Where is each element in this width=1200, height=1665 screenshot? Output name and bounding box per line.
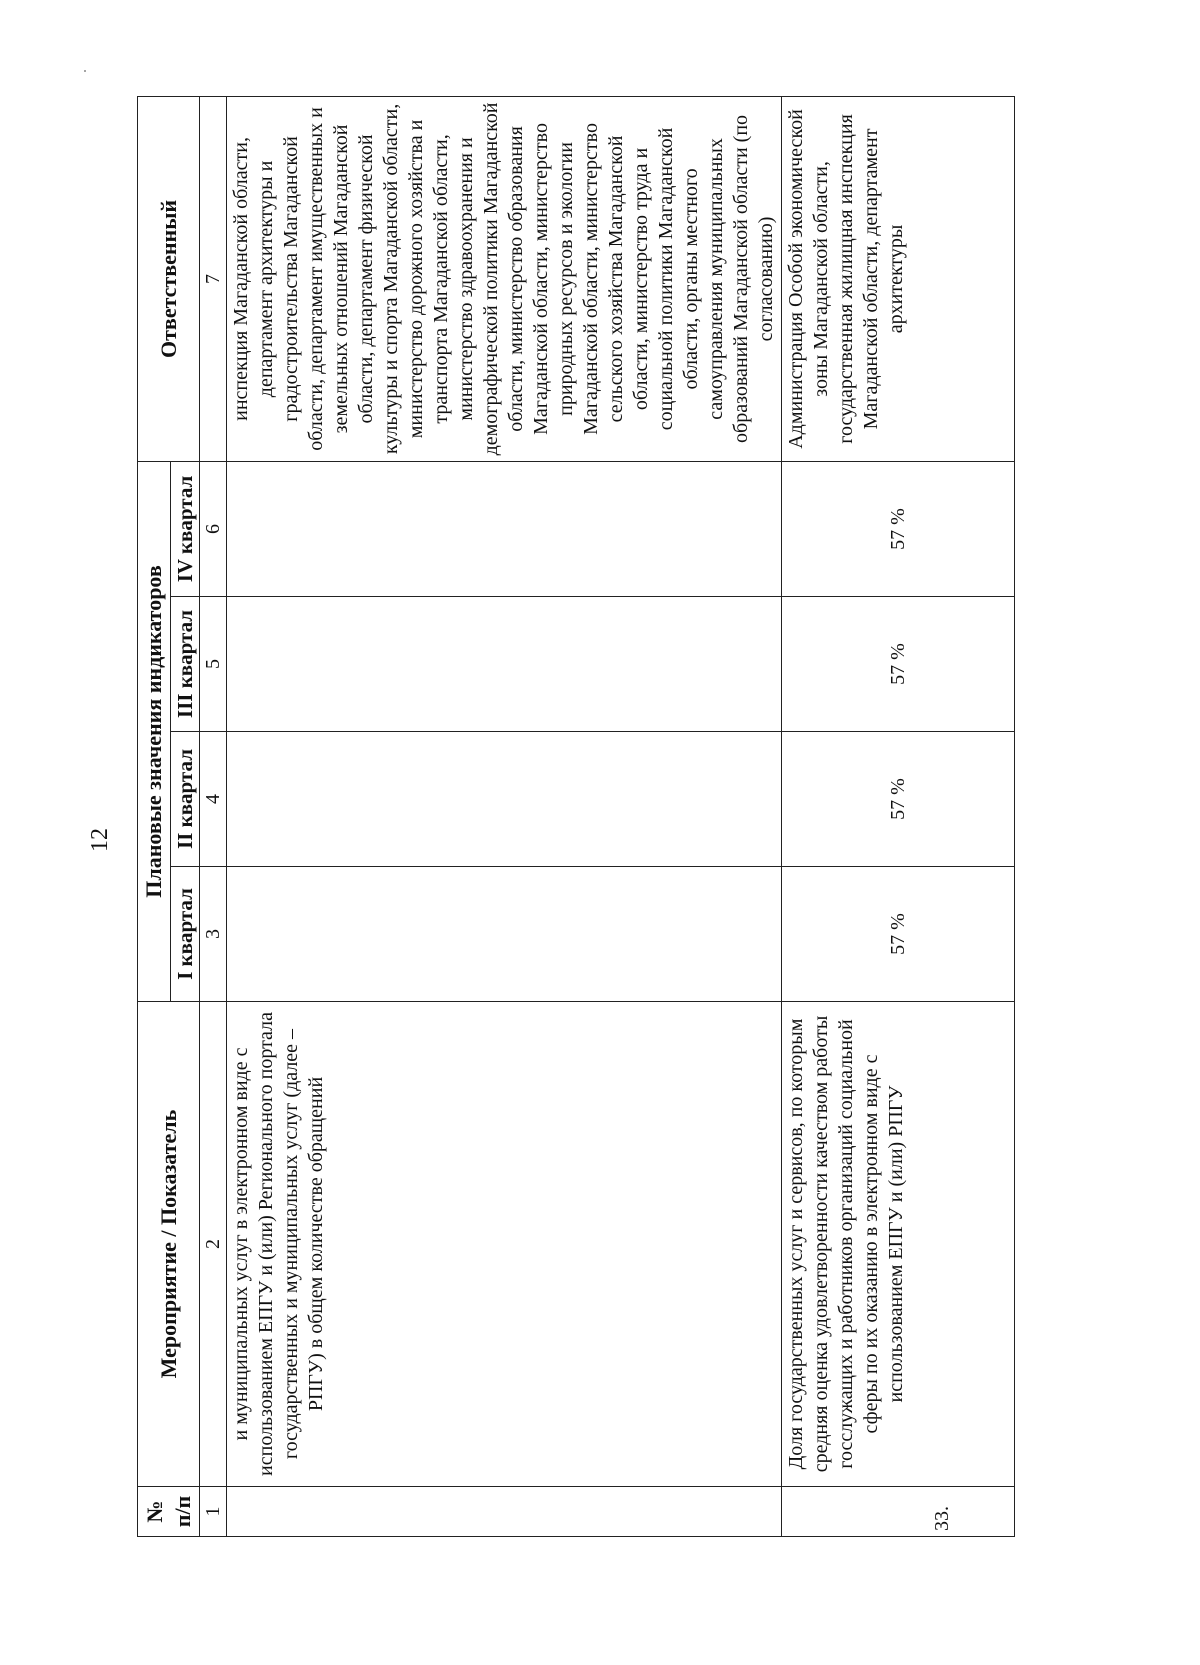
- row-number: 33.: [782, 1487, 1015, 1537]
- header-q4: IV квартал: [171, 461, 200, 596]
- row-responsible: Администрация Особой экономической зоны Магаданской области, государственная жилищная инспекция Магаданской области, департамент архитектуры: [782, 96, 1015, 461]
- page-number: 12: [87, 828, 113, 852]
- header-measure: Мероприятие / Показатель: [138, 1002, 200, 1487]
- row-measure: и муниципальных услуг в электронном виде с использованием ЕПГУ и (или) Регионального портала государственных и муниципальных услуг (далее – РПГУ) в общем количестве обращений: [227, 1002, 782, 1487]
- row-q2-value: 57 %: [782, 732, 1015, 867]
- column-number-row: [200, 96, 227, 1536]
- row-q3-value: 57 %: [782, 597, 1015, 732]
- scan-speck: [84, 70, 86, 72]
- row-q4-value: [227, 461, 782, 596]
- header-q2: II квартал: [171, 732, 200, 867]
- header-no: № п/п: [138, 1487, 200, 1537]
- row-q4-value: 57 %: [782, 461, 1015, 596]
- row-q3-value: [227, 597, 782, 732]
- row-q1-value: [227, 867, 782, 1002]
- column-number: 5: [200, 597, 227, 732]
- header-plan-values: Плановые значения индикаторов: [138, 461, 171, 1001]
- row-number: [227, 1487, 782, 1537]
- column-number: 4: [200, 732, 227, 867]
- header-q1: I квартал: [171, 867, 200, 1002]
- column-number: 6: [200, 461, 227, 596]
- row-q2-value: [227, 732, 782, 867]
- indicator-table-frame: [137, 97, 1037, 1537]
- header-responsible: Ответственный: [138, 96, 200, 461]
- column-number: 3: [200, 867, 227, 1002]
- table-row: [227, 96, 782, 1536]
- header-q3: III квартал: [171, 597, 200, 732]
- indicator-table: [137, 96, 1015, 1537]
- header-row-top: [138, 96, 171, 1536]
- row-measure: Доля государственных услуг и сервисов, по которым средняя оценка удовлетворенности качеством работы госслужащих и работников организаций социальной сферы по их оказанию в электронном виде с использованием ЕПГУ и (или) РПГУ: [782, 1002, 1015, 1487]
- row-q1-value: 57 %: [782, 867, 1015, 1002]
- column-number: 1: [200, 1487, 227, 1537]
- row-responsible: инспекция Магаданской области, департамент архитектуры и градостроительства Магаданской области, департамент имущественных и земельных отношений Магаданской области, департамент физической культуры и спорта Магаданской области, министерство дорожного хозяйства и транспорта Магаданской области, министерство здравоохранения и демографической политики Магаданской области, министерство образования Магаданской области, министерство природных ресурсов и экологии Магаданской области, министерство сельского хозяйства Магаданской области, министерство труда и социальной политики Магаданской области, органы местного самоуправления муниципальных образований Магаданской области (по согласованию): [227, 96, 782, 461]
- table-row: [782, 96, 1015, 1536]
- column-number: 2: [200, 1002, 227, 1487]
- column-number: 7: [200, 96, 227, 461]
